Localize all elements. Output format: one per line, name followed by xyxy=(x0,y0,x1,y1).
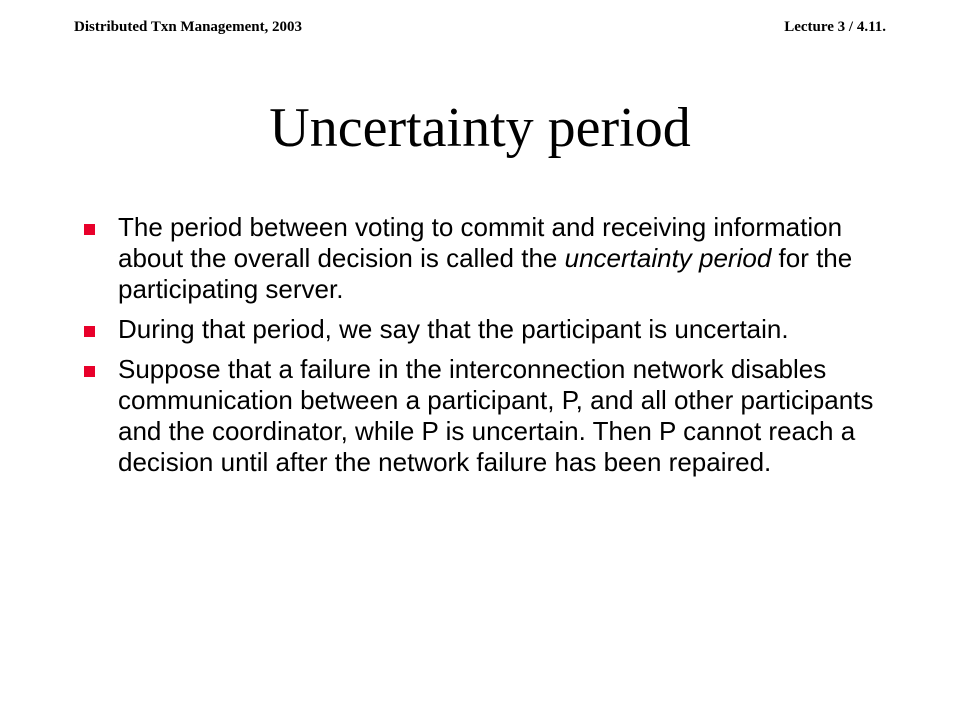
bullet-text-emphasis: uncertainty period xyxy=(564,243,772,273)
square-bullet-icon xyxy=(84,326,95,337)
bullet-text-before: The period between voting to commit and receiving information about the overall decision is called the xyxy=(118,212,843,273)
square-bullet-icon xyxy=(84,366,95,377)
bullet-text-after: for the participating server. xyxy=(118,243,853,304)
bullet-item-network-failure xyxy=(80,354,900,478)
square-bullet-icon xyxy=(84,224,95,235)
bullet-text: During that period, we say that the participant is uncertain. xyxy=(118,314,789,344)
bullet-item-participant-uncertain xyxy=(80,314,900,345)
bullet-item-uncertainty-definition xyxy=(80,212,900,305)
bullet-text: Suppose that a failure in the interconnection network disables communication between a participant, P, and all other participants and the coordinator, while P is uncertain. Then P cannot reach a decision until after the network failure has been repaired. xyxy=(118,354,874,477)
header-course-title: Distributed Txn Management, 2003 xyxy=(74,19,303,35)
header-lecture-number: Lecture 3 / 4.11. xyxy=(784,19,886,35)
slide-title: Uncertainty period xyxy=(269,97,691,159)
bullet-list xyxy=(80,212,900,487)
